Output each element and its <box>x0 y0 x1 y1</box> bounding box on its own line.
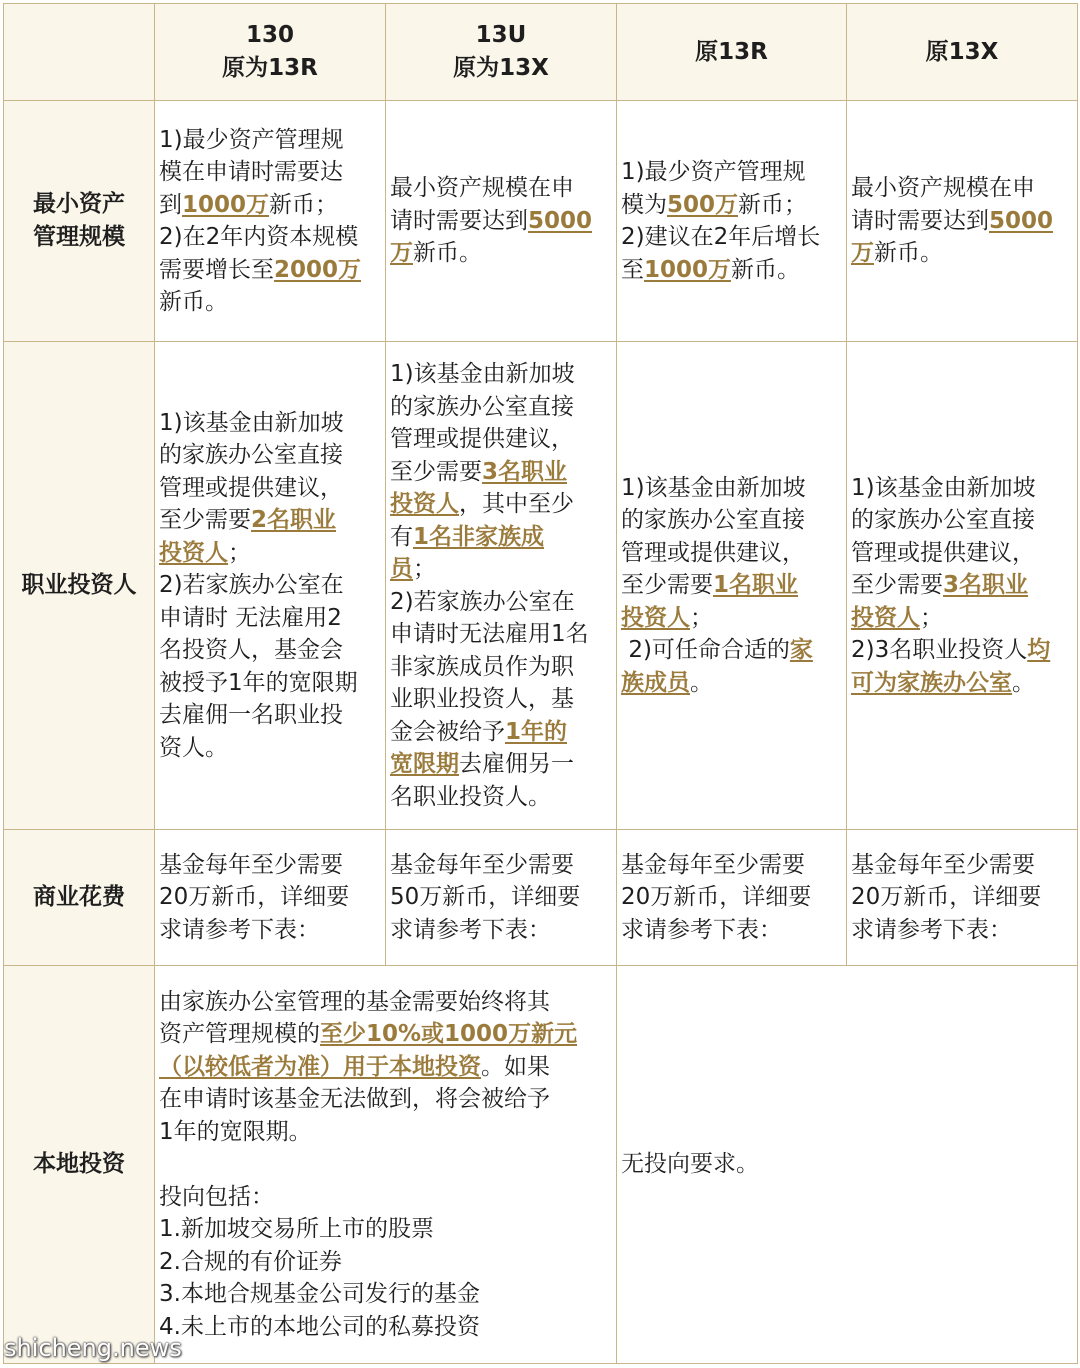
cell-local-new-schemes <box>155 966 617 1364</box>
aum-130-text-c: 新币。 <box>159 289 228 315</box>
cell-investors-130 <box>155 342 386 830</box>
inv-13r-highlight-1: 1名职业 投资人 <box>621 572 799 631</box>
header-130-line2: 原为13R <box>222 55 318 81</box>
rowhead-spending: 商业花费 <box>4 830 155 966</box>
inv-13u-text-b: ，其中至少 有 <box>390 491 574 550</box>
header-row <box>4 4 1078 101</box>
aum-13u-text-a: 最小资产规模在申 请时需要达到 <box>390 175 574 234</box>
cell-investors-13u <box>386 342 617 830</box>
header-13u <box>386 4 617 101</box>
local-text-b: 。如果 在申请时该基金无法做到，将会被给予 1年的宽限期。 投向包括： 1.新加坡交易所上市的股票 2.合规的有价证券 3.本地合规基金公司发行的基金 4.未上市的本地公司的私募投资 <box>159 1053 550 1340</box>
header-130 <box>155 4 386 101</box>
header-13u-line2: 原为13X <box>453 55 549 81</box>
row-spending <box>4 830 1078 966</box>
aum-13x-text-a: 最小资产规模在申 请时需要达到 <box>851 175 1035 234</box>
inv-13x-text-a: 1)该基金由新加坡 的家族办公室直接 管理或提供建议， 至少需要 <box>851 474 1036 599</box>
inv-130-text-a: 1)该基金由新加坡 的家族办公室直接 管理或提供建议， 至少需要 <box>159 409 344 534</box>
aum-13r-highlight-1: 500万 <box>667 191 739 218</box>
comparison-table <box>3 3 1078 1364</box>
aum-130-text-b: 新币； 2)在2年内资本规模 需要增长至 <box>159 191 359 283</box>
aum-13r-text-b: 新币； 2)建议在2年后增长 至 <box>621 191 821 283</box>
header-old-13x: 原13X <box>847 4 1078 101</box>
cell-spending-130: 基金每年至少需要 20万新币，详细要 求请参考下表： <box>155 830 386 966</box>
inv-13r-highlight-2: 家 族成员 <box>621 637 813 696</box>
inv-13x-text-c: 。 <box>1012 669 1035 696</box>
corner-cell <box>4 4 155 101</box>
row-investors <box>4 342 1078 830</box>
aum-13u-highlight-1: 5000 万 <box>390 207 593 267</box>
header-130-line1: 130 <box>245 22 294 48</box>
cell-aum-old-13r <box>617 101 847 342</box>
rowhead-min-aum-line2: 管理规模 <box>33 224 125 250</box>
header-old-13r: 原13R <box>617 4 847 101</box>
cell-aum-13u <box>386 101 617 342</box>
rowhead-min-aum <box>4 101 155 342</box>
rowhead-local-investment: 本地投资 <box>4 966 155 1364</box>
aum-13r-text-c: 新币。 <box>731 256 801 283</box>
inv-13x-highlight-2: 均 可为家族办公室 <box>851 637 1051 696</box>
inv-13u-highlight-2: 1名非家族成 员 <box>390 523 545 582</box>
aum-13r-text-a: 1)最少资产管理规 模为 <box>621 159 806 218</box>
header-13u-line1: 13U <box>475 22 527 48</box>
cell-investors-old-13x <box>847 342 1078 830</box>
rowhead-investors: 职业投资人 <box>4 342 155 830</box>
cell-spending-13u: 基金每年至少需要 50万新币，详细要 求请参考下表： <box>386 830 617 966</box>
row-local-investment <box>4 966 1078 1364</box>
aum-130-highlight-1: 1000万 <box>182 191 270 218</box>
inv-13r-text-c: 。 <box>690 669 713 696</box>
inv-130-highlight-1: 2名职业 投资人 <box>159 507 337 566</box>
inv-13r-text-a: 1)该基金由新加坡 的家族办公室直接 管理或提供建议， 至少需要 <box>621 474 806 599</box>
inv-13u-highlight-3: 1年的 宽限期 <box>390 718 568 777</box>
aum-130-highlight-2: 2000万 <box>274 256 362 283</box>
row-min-aum <box>4 101 1078 342</box>
inv-13u-text-a: 1)该基金由新加坡 的家族办公室直接 管理或提供建议， 至少需要 <box>390 361 575 485</box>
aum-13u-text-b: 新币。 <box>413 240 482 267</box>
inv-130-text-b: ； 2)若家族办公室在 申请时 无法雇用2 名投资人，基金会 被授予1年的宽限期 去雇佣一名职业投 资人。 <box>159 539 358 761</box>
aum-130-text-a: 1)最少资产管理规 模在申请时需要达 到 <box>159 126 344 218</box>
cell-spending-old-13r: 基金每年至少需要 20万新币，详细要 求请参考下表： <box>617 830 847 966</box>
aum-13x-text-b: 新币。 <box>874 240 943 267</box>
inv-13u-text-d: 去雇佣另一 名职业投资人。 <box>390 751 574 810</box>
cell-aum-old-13x <box>847 101 1078 342</box>
inv-13x-highlight-1: 3名职业 投资人 <box>851 572 1029 631</box>
cell-spending-old-13x: 基金每年至少需要 20万新币，详细要 求请参考下表： <box>847 830 1078 966</box>
inv-13x-text-b: ； 2)3名职业投资人 <box>851 604 1028 664</box>
inv-13u-text-c: ； 2)若家族办公室在 申请时无法雇用1名 非家族成员作为职 业职业投资人，基 金会被给予 <box>390 556 589 745</box>
rowhead-min-aum-line1: 最小资产 <box>33 191 125 217</box>
cell-investors-old-13r <box>617 342 847 830</box>
local-highlight-1: 至少10%或1000万新元 （以较低者为准）用于本地投资 <box>159 1021 578 1080</box>
aum-13x-highlight-1: 5000 万 <box>851 207 1054 267</box>
inv-13u-highlight-1: 3名职业 投资人 <box>390 458 568 517</box>
aum-13r-highlight-2: 1000万 <box>644 256 732 283</box>
cell-aum-130 <box>155 101 386 342</box>
watermark-text: shicheng.news <box>4 1334 182 1362</box>
inv-13r-text-b: ； 2)可任命合适的 <box>628 604 790 664</box>
local-text-a: 由家族办公室管理的基金需要始终将其 资产管理规模的 <box>159 988 550 1048</box>
cell-local-old-schemes: 无投向要求。 <box>617 966 1078 1364</box>
